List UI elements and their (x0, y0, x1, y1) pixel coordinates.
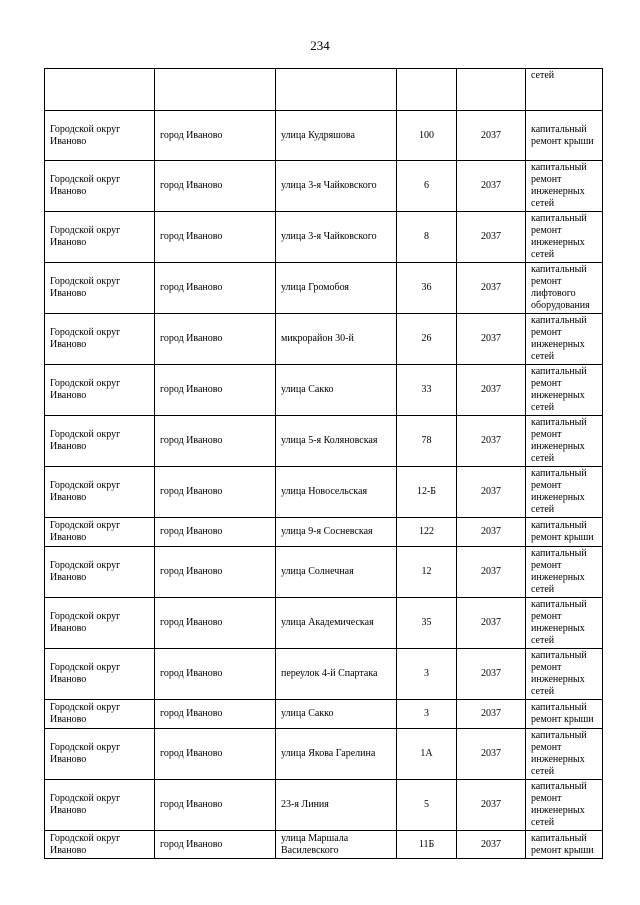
repair-schedule-table (44, 68, 603, 859)
district-cell: Городской округ Иваново (45, 161, 155, 212)
street-cell: улица 3-я Чайковского (276, 161, 397, 212)
table-row (45, 518, 603, 547)
locality-cell: город Иваново (155, 212, 276, 263)
work-cell: капитальный ремонт инженерных сетей (526, 780, 603, 831)
street-cell: улица 3-я Чайковского (276, 212, 397, 263)
year-cell: 2037 (457, 831, 526, 859)
table-row (45, 547, 603, 598)
district-cell: Городской округ Иваново (45, 212, 155, 263)
year-cell: 2037 (457, 365, 526, 416)
district-cell: Городской округ Иваново (45, 263, 155, 314)
street-cell: улица Якова Гарелина (276, 729, 397, 780)
table-row (45, 780, 603, 831)
work-cell: капитальный ремонт инженерных сетей (526, 212, 603, 263)
house-number-cell: 3 (397, 700, 457, 729)
locality-cell: город Иваново (155, 547, 276, 598)
district-cell: Городской округ Иваново (45, 700, 155, 729)
table-row (45, 831, 603, 859)
year-cell: 2037 (457, 161, 526, 212)
house-number-cell: 11Б (397, 831, 457, 859)
work-cell: капитальный ремонт инженерных сетей (526, 649, 603, 700)
work-cell: капитальный ремонт крыши (526, 700, 603, 729)
locality-cell: город Иваново (155, 111, 276, 161)
house-number-cell: 6 (397, 161, 457, 212)
district-cell: Городской округ Иваново (45, 729, 155, 780)
house-number-cell: 33 (397, 365, 457, 416)
table-row (45, 161, 603, 212)
work-cell: капитальный ремонт крыши (526, 518, 603, 547)
street-cell: улица Новосельская (276, 467, 397, 518)
year-cell: 2037 (457, 416, 526, 467)
table-row (45, 263, 603, 314)
table-row (45, 649, 603, 700)
district-cell: Городской округ Иваново (45, 416, 155, 467)
street-cell: улица Маршала Василевского (276, 831, 397, 859)
table-row (45, 314, 603, 365)
work-cell: капитальный ремонт инженерных сетей (526, 729, 603, 780)
work-cell: капитальный ремонт инженерных сетей (526, 416, 603, 467)
house-number-cell: 26 (397, 314, 457, 365)
district-cell: Городской округ Иваново (45, 649, 155, 700)
district-cell: Городской округ Иваново (45, 111, 155, 161)
year-cell: 2037 (457, 111, 526, 161)
work-cell: капитальный ремонт инженерных сетей (526, 161, 603, 212)
year-cell: 2037 (457, 314, 526, 365)
year-cell: 2037 (457, 547, 526, 598)
year-cell: 2037 (457, 780, 526, 831)
work-cell: капитальный ремонт инженерных сетей (526, 467, 603, 518)
work-cell: капитальный ремонт инженерных сетей (526, 365, 603, 416)
house-number-cell: 3 (397, 649, 457, 700)
table-row (45, 365, 603, 416)
street-cell: улица Кудряшова (276, 111, 397, 161)
work-cell: капитальный ремонт инженерных сетей (526, 547, 603, 598)
continuation-row (45, 69, 603, 111)
house-number-cell: 100 (397, 111, 457, 161)
locality-cell: город Иваново (155, 416, 276, 467)
street-cell: улица Сакко (276, 700, 397, 729)
district-cell: Городской округ Иваново (45, 598, 155, 649)
district-cell: Городской округ Иваново (45, 518, 155, 547)
table-row (45, 700, 603, 729)
house-number-cell: 12 (397, 547, 457, 598)
house-number-cell: 122 (397, 518, 457, 547)
work-cell: капитальный ремонт крыши (526, 831, 603, 859)
year-cell: 2037 (457, 263, 526, 314)
street-cell: микрорайон 30-й (276, 314, 397, 365)
street-cell: улица 5-я Коляновская (276, 416, 397, 467)
street-cell: улица Сакко (276, 365, 397, 416)
year-cell: 2037 (457, 598, 526, 649)
locality-cell: город Иваново (155, 598, 276, 649)
table-row (45, 598, 603, 649)
street-cell: улица Академическая (276, 598, 397, 649)
house-number-cell: 1А (397, 729, 457, 780)
district-cell: Городской округ Иваново (45, 467, 155, 518)
year-cell: 2037 (457, 518, 526, 547)
house-number-cell: 12-Б (397, 467, 457, 518)
district-cell: Городской округ Иваново (45, 780, 155, 831)
house-number-cell: 5 (397, 780, 457, 831)
house-number-cell: 36 (397, 263, 457, 314)
district-cell: Городской округ Иваново (45, 831, 155, 859)
year-cell: 2037 (457, 467, 526, 518)
street-cell: переулок 4-й Спартака (276, 649, 397, 700)
work-cell: капитальный ремонт инженерных сетей (526, 314, 603, 365)
table-row (45, 212, 603, 263)
table-row (45, 111, 603, 161)
locality-cell: город Иваново (155, 780, 276, 831)
year-cell: 2037 (457, 649, 526, 700)
work-cell: капитальный ремонт крыши (526, 111, 603, 161)
district-cell: Городской округ Иваново (45, 365, 155, 416)
locality-cell: город Иваново (155, 700, 276, 729)
street-cell: улица Громобоя (276, 263, 397, 314)
page-number: 234 (310, 38, 330, 53)
house-number-cell: 78 (397, 416, 457, 467)
district-cell: Городской округ Иваново (45, 314, 155, 365)
locality-cell: город Иваново (155, 729, 276, 780)
year-cell: 2037 (457, 700, 526, 729)
year-cell: 2037 (457, 729, 526, 780)
locality-cell: город Иваново (155, 263, 276, 314)
table-row (45, 416, 603, 467)
locality-cell: город Иваново (155, 831, 276, 859)
locality-cell: город Иваново (155, 518, 276, 547)
locality-cell: город Иваново (155, 467, 276, 518)
locality-cell: город Иваново (155, 314, 276, 365)
table-row (45, 729, 603, 780)
work-cell: капитальный ремонт инженерных сетей (526, 598, 603, 649)
table-row (45, 467, 603, 518)
work-cell: сетей (526, 69, 603, 111)
district-cell: Городской округ Иваново (45, 547, 155, 598)
locality-cell: город Иваново (155, 161, 276, 212)
street-cell: улица Солнечная (276, 547, 397, 598)
house-number-cell: 8 (397, 212, 457, 263)
table-body (45, 69, 603, 859)
work-cell: капитальный ремонт лифтового оборудования (526, 263, 603, 314)
street-cell: улица 9-я Сосневская (276, 518, 397, 547)
year-cell: 2037 (457, 212, 526, 263)
street-cell: 23-я Линия (276, 780, 397, 831)
house-number-cell: 35 (397, 598, 457, 649)
locality-cell: город Иваново (155, 365, 276, 416)
locality-cell: город Иваново (155, 649, 276, 700)
